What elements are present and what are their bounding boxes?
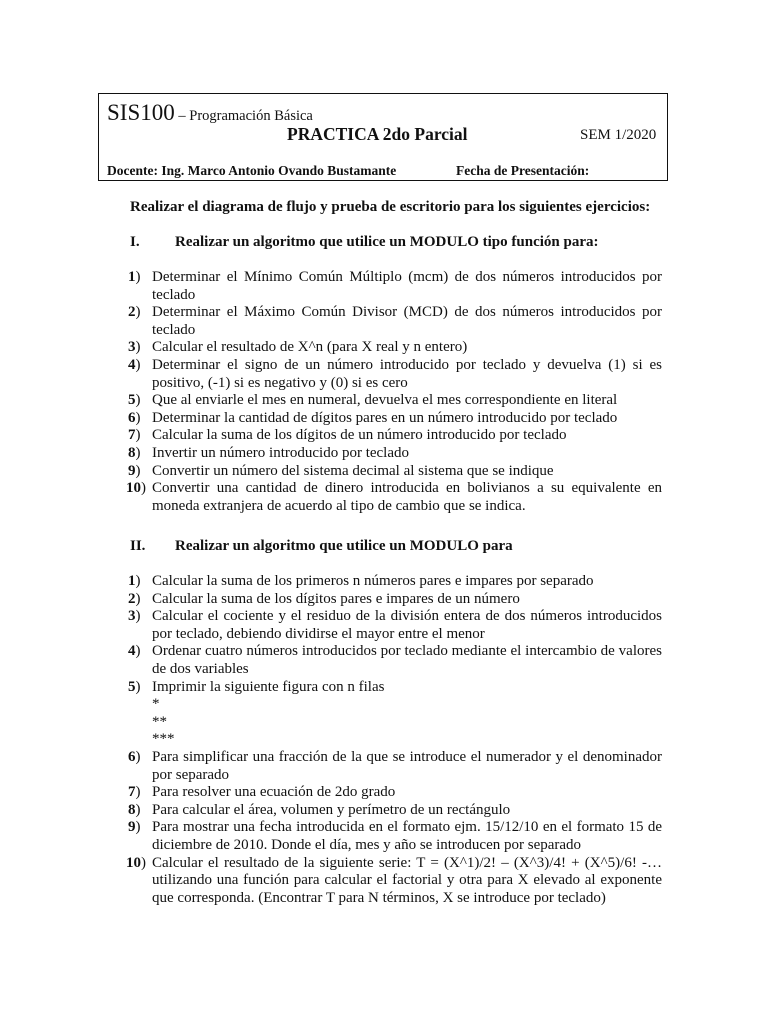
item-text: Ordenar cuatro números introducidos por teclado mediante el intercambio de valores de dos variables <box>152 643 662 677</box>
item-text: Determinar el Máximo Común Divisor (MCD) de dos números introducidos por teclado <box>152 304 662 338</box>
list-item <box>128 357 662 392</box>
list-item <box>128 855 662 908</box>
semester-label: SEM 1/2020 <box>580 127 657 143</box>
list-item <box>128 643 662 678</box>
item-number: 2) <box>128 304 141 321</box>
list-item <box>128 819 662 854</box>
item-number: 1) <box>128 269 141 285</box>
item-number: 10) <box>126 854 146 871</box>
item-number: 7) <box>128 427 141 444</box>
list-item <box>128 608 662 643</box>
section-title-1: Realizar un algoritmo que utilice un MODULO tipo función para: <box>175 234 599 250</box>
list-item <box>128 480 662 515</box>
item-number: 9) <box>128 819 141 836</box>
list-item <box>128 304 662 339</box>
item-number: 3) <box>128 339 141 356</box>
section-roman-1: I. <box>130 234 140 250</box>
item-number: 8) <box>128 444 141 461</box>
item-text: Que al enviarle el mes en numeral, devuelva el mes correspondiente en literal <box>152 392 618 409</box>
item-text: Para simplificar una fracción de la que se introduce el numerador y el denominador por separado <box>152 748 662 783</box>
item-number: 4) <box>128 643 141 660</box>
list-item <box>128 591 662 609</box>
list-item <box>128 269 662 304</box>
header-box <box>98 93 668 181</box>
item-number: 5) <box>128 392 141 409</box>
item-text: Calcular la suma de los dígitos de un número introducido por teclado <box>152 427 567 444</box>
figure-line: ** <box>152 713 167 730</box>
item-text: Para calcular el área, volumen y perímetro de un rectángulo <box>152 801 511 818</box>
list-item <box>128 410 662 428</box>
practice-title: PRACTICA 2do Parcial <box>287 124 468 144</box>
item-text: Para resolver una ecuación de 2do grado <box>152 784 396 801</box>
item-text: Determinar el signo de un número introducido por teclado y devuelva (1) si es positivo, (-1) si es negativo y (0) si es cero <box>152 356 662 391</box>
course-line <box>107 100 313 126</box>
list-item <box>128 802 662 820</box>
item-number: 4) <box>128 356 141 373</box>
list-item <box>128 392 662 410</box>
item-text: Calcular el resultado de X^n (para X real y n entero) <box>152 339 468 356</box>
list-item <box>128 784 662 802</box>
list-item <box>128 445 662 463</box>
item-number: 10) <box>126 480 146 497</box>
item-number: 6) <box>128 748 141 765</box>
item-text: Invertir un número introducido por teclado <box>152 444 410 461</box>
list-item <box>128 573 662 591</box>
item-text: Convertir un número del sistema decimal al sistema que se indique <box>152 462 554 479</box>
list-item <box>128 679 662 749</box>
item-number: 8) <box>128 801 141 818</box>
exercise-list-2 <box>128 573 662 907</box>
item-text: Para mostrar una fecha introducida en el formato ejm. 15/12/10 en el formato 15 de diciembre de 2010. Donde el día, mes y año se introducen por separado <box>152 819 662 853</box>
section-roman-2: II. <box>130 538 146 554</box>
figure-line: * <box>152 696 160 713</box>
presentation-date-label: Fecha de Presentación: <box>456 163 590 178</box>
item-number: 5) <box>128 678 141 695</box>
course-code: SIS100 <box>107 100 175 125</box>
list-item <box>128 463 662 481</box>
course-name: – Programación Básica <box>174 108 313 124</box>
section-heading-1 <box>130 234 598 251</box>
list-item <box>128 427 662 445</box>
exercise-list-1 <box>128 269 662 515</box>
item-number: 9) <box>128 462 141 479</box>
figure-line: *** <box>152 731 175 748</box>
item-number: 7) <box>128 784 141 801</box>
item-text: Calcular la suma de los dígitos pares e impares de un número <box>152 590 520 607</box>
list-item <box>128 339 662 357</box>
section-title-2: Realizar un algoritmo que utilice un MODULO para <box>175 538 513 554</box>
teacher-label: Docente: Ing. Marco Antonio Ovando Bustamante <box>107 163 397 178</box>
item-number: 6) <box>128 409 141 426</box>
item-number: 3) <box>128 608 141 625</box>
item-text: Imprimir la siguiente figura con n filas <box>152 678 385 695</box>
item-text: Determinar el Mínimo Común Múltiplo (mcm) de dos números introducidos por teclado <box>152 269 662 303</box>
item-number: 1) <box>128 573 141 589</box>
section-heading-2 <box>130 538 513 555</box>
item-text: Calcular la suma de los primeros n números pares e impares por separado <box>152 573 594 589</box>
list-item <box>128 749 662 784</box>
item-number: 2) <box>128 590 141 607</box>
item-text: Calcular el cociente y el residuo de la división entera de dos números introducidos por teclado, debiendo dividirse el mayor entre el menor <box>152 608 662 642</box>
item-text: Calcular el resultado de la siguiente serie: T = (X^1)/2! – (X^3)/4! + (X^5)/6! -… utilizando una función para calcular el factorial y otra para X elevado al exponente que corresponda. (Encontrar T para N términos, X se introduce por teclado) <box>152 854 662 906</box>
item-text: Determinar la cantidad de dígitos pares en un número introducido por teclado <box>152 409 618 426</box>
instruction-text: Realizar el diagrama de flujo y prueba de escritorio para los siguientes ejercicios: <box>130 199 651 215</box>
item-text: Convertir una cantidad de dinero introducida en bolivianos a su equivalente en moneda extranjera de acuerdo al tipo de cambio que se indica. <box>152 480 662 514</box>
